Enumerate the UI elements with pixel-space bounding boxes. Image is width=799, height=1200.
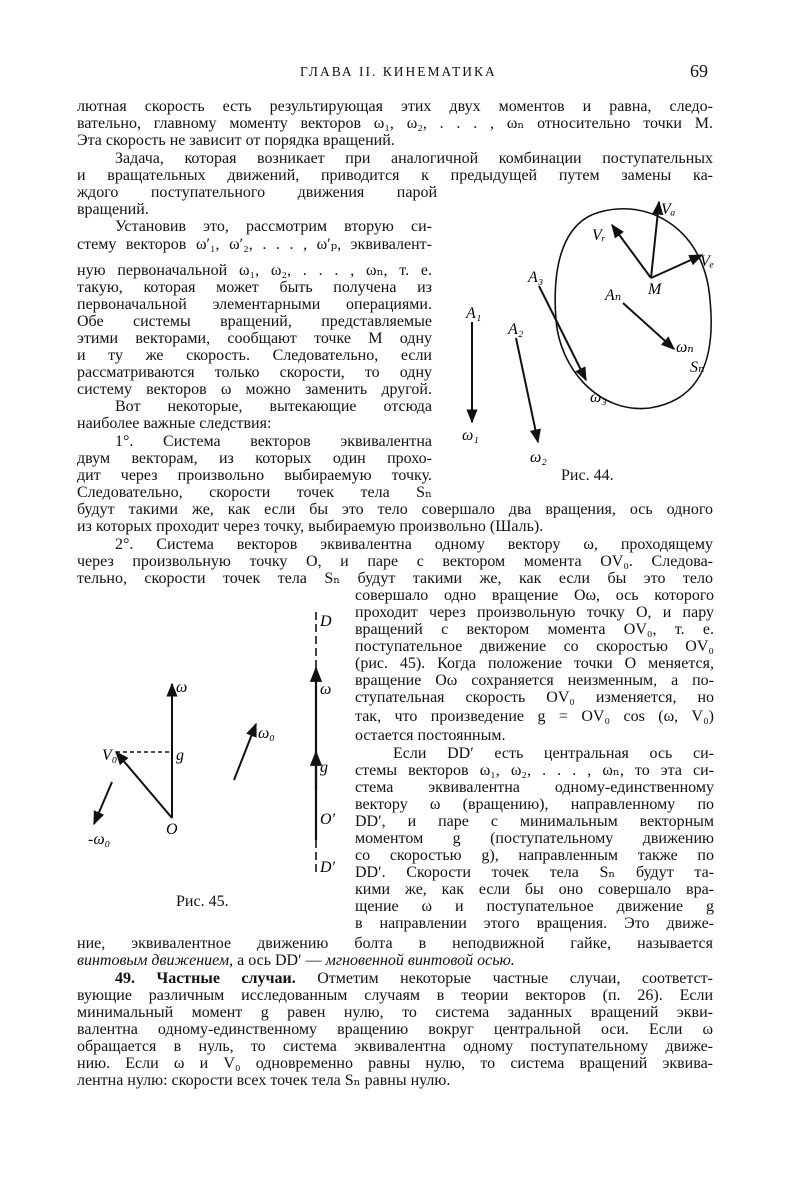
label-omega-axis: ω <box>320 681 332 698</box>
text-line: в направлении этого вращения. Это движе- <box>355 915 714 932</box>
label-w3: ω₃ <box>590 389 607 406</box>
text-line: Задача, которая возникает при аналогичной комбинации поступательных <box>115 150 713 167</box>
label-minus-omega0: -ω₀ <box>88 831 111 848</box>
text-line: лютная скорость есть результирующая этих двух моментов и равна, следо- <box>77 98 713 115</box>
text-line: кими же, как если бы оно совершало вра- <box>355 881 714 898</box>
text-line: Эта скорость не зависит от порядка вращений. <box>77 132 395 149</box>
label-w2: ω₂ <box>530 449 547 466</box>
italic-term: мгновенной винтовой осью. <box>325 952 515 969</box>
text-line: вращений с вектором момента OV₀, т. е. <box>355 621 714 638</box>
text-line: так, что произведение g = OV₀ cos (ω, V₀) <box>355 708 714 725</box>
text-line: рассматриваются только скорости, то одну <box>77 364 432 381</box>
text-line: поступательное движение со скоростью OV₀ <box>355 638 714 655</box>
text-line: 1°. Система векторов эквивалентна <box>115 433 432 450</box>
vector-omega0 <box>234 724 256 780</box>
text-line: DD′. Скорости точек тела Sₙ будут та- <box>355 864 714 881</box>
text-line: систему векторов ω можно заменить другой. <box>77 381 432 398</box>
text-line: такую, которая может быть получена из <box>77 279 432 296</box>
text-line: вращений. <box>77 201 149 218</box>
text-line: остается постоянным. <box>355 727 506 744</box>
text-line: обращается в нуль, то система эквивалентна одному поступательному движе- <box>77 1038 713 1055</box>
text-line: двум векторам, из которых один прохо- <box>77 450 432 467</box>
italic-term: винтовым движением <box>77 952 230 969</box>
label-omega0: ω₀ <box>258 725 275 742</box>
text-line: DD′, и паре с минимальным векторным <box>355 813 714 830</box>
text-line: нию. Если ω и V₀ одновременно равны нулю, то система вращений эквива- <box>77 1055 713 1072</box>
label-sn: Sₙ <box>690 359 705 376</box>
text-line: валентна одному-единственному вращению вокруг центральной оси. Если ω <box>77 1021 713 1038</box>
text-line: ние, эквивалентное движению болта в неподвижной гайке, называется <box>77 935 713 952</box>
text-line: через произвольную точку O, и паре с вектором момента OV₀. Следова- <box>77 553 713 570</box>
text-line: этими векторами, сообщают точке M одну <box>77 330 432 347</box>
text-line: моментом g (поступательному движению <box>355 830 714 847</box>
text-line: из которых проходит через точку, выбираемую произвольно (Шаль). <box>77 518 544 535</box>
text-line: минимальный момент g равен нулю, то система заданных вращений экви- <box>77 1004 713 1021</box>
label-m: M <box>648 281 662 298</box>
running-title: ГЛАВА II. КИНЕМАТИКА <box>300 64 497 79</box>
text-line: вующие различным исследованным случаям в теории векторов (п. 26). Если <box>77 987 713 1004</box>
text-line: и вращательных движений, приводится к предыдущей путем замены ка- <box>77 167 713 184</box>
text-line: ную первоначальной ω₁, ω₂, . . . , ωₙ, т. е. <box>77 262 432 279</box>
text-fragment: , а ось DD′ — <box>229 952 322 969</box>
label-g-axis: g <box>320 759 328 776</box>
page-number: 69 <box>690 61 708 81</box>
text-line: щение ω и поступательное движение g <box>355 898 714 915</box>
text-line: стему векторов ω′₁, ω′₂, . . . , ω′ₚ, эквивалент- <box>77 236 432 253</box>
text-line: проходит через произвольную точку O, и пару <box>355 604 714 621</box>
text-line: ждого поступательного движения парой <box>77 184 437 201</box>
label-vr: Vᵣ <box>592 227 606 244</box>
label-a1: A₁ <box>466 305 482 322</box>
text-line: первоначальной элементарными операциями. <box>77 296 432 313</box>
text-line: будут такими же, как если бы это тело совершало два вращения, ось одного <box>77 501 713 518</box>
label-w1: ω₁ <box>462 427 479 444</box>
text-line: вращение Oω сохраняется неизменным, а по- <box>355 672 714 689</box>
text-line: тельно, скорости точек тела Sₙ будут такими же, как если бы это тело <box>77 570 713 587</box>
text-line: Следовательно, скорости точек тела Sₙ <box>77 484 432 501</box>
figure-45-caption: Рис. 45. <box>176 893 229 910</box>
label-wn: ωₙ <box>676 339 694 356</box>
text-fragment: Отметим некоторые частные случаи, соответст- <box>317 970 713 987</box>
text-line: стема эквивалентна одному-единственному <box>355 779 714 796</box>
label-ve: Vₑ <box>700 253 714 270</box>
text-line: Установив это, рассмотрим вторую си- <box>115 218 432 235</box>
text-line: стемы векторов ω₁, ω₂, . . . , ωₙ, то эта си- <box>355 762 714 779</box>
label-d-prime: D′ <box>320 859 336 876</box>
text-line: вательно, главному моменту векторов ω₁, ω₂, . . . , ωₙ относительно точки M. <box>77 115 713 132</box>
section-heading: 49. Частные случаи. <box>115 970 296 987</box>
vector-v0 <box>116 752 172 818</box>
text-line: со скоростью g), направленным также по <box>355 847 714 864</box>
text-line: и ту же скорость. Следовательно, если <box>77 347 432 364</box>
label-a3: A₃ <box>528 269 544 286</box>
text-line: ступательная скорость OV₀ изменяется, но <box>355 689 714 706</box>
text-line: вектору ω (вращению), направленному по <box>355 796 714 813</box>
figure-44-caption: Рис. 44. <box>561 467 614 484</box>
text-line: 2°. Система векторов эквивалентна одному вектору ω, проходящему <box>115 536 713 553</box>
text-line: Вот некоторые, вытекающие отсюда <box>115 398 432 415</box>
text-line: (рис. 45). Когда положение точки O меняется, <box>355 655 714 672</box>
label-an: Aₙ <box>605 287 622 304</box>
label-a2: A₂ <box>508 321 524 338</box>
label-v0: V₀ <box>102 747 118 764</box>
text-line: лентна нулю: скорости всех точек тела Sₙ равны нулю. <box>77 1072 451 1089</box>
label-o-prime: O′ <box>320 811 336 828</box>
text-line: Обе системы вращений, представляемые <box>77 313 432 330</box>
text-line: дит через произвольно выбираемую точку. <box>77 467 432 484</box>
text-line: совершало одно вращение Oω, ось которого <box>355 587 714 604</box>
label-d: D <box>320 613 332 630</box>
vector-minus-omega0 <box>94 782 112 824</box>
label-o: O <box>166 821 178 838</box>
text-line: наиболее важные следствия: <box>77 415 272 432</box>
label-omega: ω <box>176 679 188 696</box>
label-va: Vₐ <box>661 201 676 218</box>
label-g: g <box>176 747 184 764</box>
text-line: Если DD′ есть центральная ось си- <box>393 745 714 762</box>
